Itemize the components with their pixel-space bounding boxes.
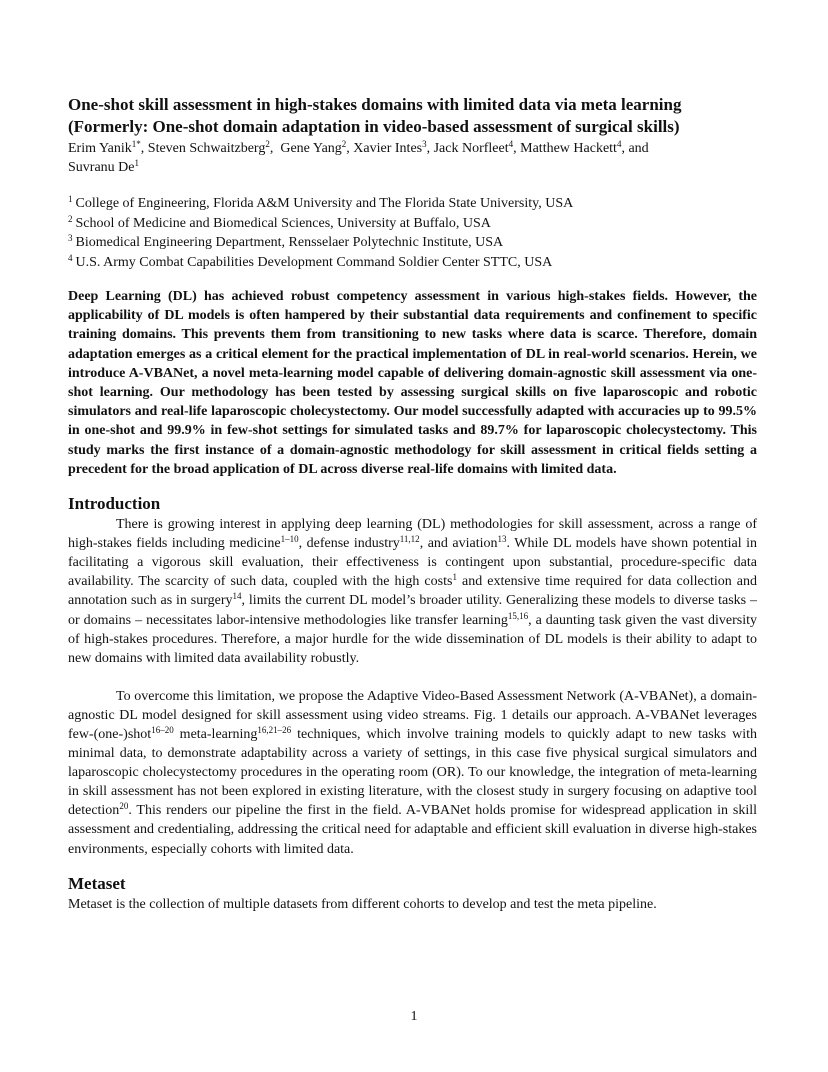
affiliation-number: 4 <box>68 252 73 263</box>
author-affil-mark: 4 <box>616 139 622 149</box>
introduction-heading: Introduction <box>68 494 161 514</box>
affiliation-text: U.S. Army Combat Capabilities Development Command Soldier Center STTC, USA <box>75 254 553 270</box>
paragraph-text: , and aviation <box>419 536 498 552</box>
affiliation-number: 3 <box>68 233 73 243</box>
author-name: Jack Norfleet <box>433 141 509 156</box>
citation-superscript: 16–20 <box>151 724 174 735</box>
affiliation-text: College of Engineering, Florida A&M University and The Florida State University, USA <box>75 196 574 211</box>
metaset-paragraph: Metaset is the collection of multiple datasets from different cohorts to develop and test the meta pipeline. <box>68 896 657 912</box>
author-name: Xavier Intes <box>353 141 423 156</box>
affiliation-list <box>68 194 757 272</box>
paragraph-text: . This renders our pipeline the first in the field. A-VBANet holds promise for widespread application in skill assessment and credentialing, addressing the critical need for adaptable and efficient skill evaluation in diverse high-stakes environments, especially cohorts with limited data. <box>68 803 757 857</box>
metaset-heading: Metaset <box>68 873 126 893</box>
paragraph-text: , limits the current DL model’s broader utility. Generalizing these models to diverse tasks – or domains – necessitates labor-intensive methodologies like transfer learning <box>68 593 758 628</box>
affiliation-number: 2 <box>68 213 73 224</box>
citation-superscript: 1–10 <box>280 534 299 545</box>
citation-superscript: 16,21–26 <box>257 724 292 735</box>
author-affil-mark: 3 <box>422 139 427 149</box>
author-name: Matthew Hackett <box>520 141 617 156</box>
page-number: 1 <box>410 1009 418 1024</box>
affiliation-text: School of Medicine and Biomedical Sciences, University at Buffalo, USA <box>75 215 491 231</box>
citation-superscript: 1 <box>452 572 457 583</box>
author-name: Gene Yang <box>280 141 342 156</box>
paragraph-text: and extensive time required for data collection and annotation such as in surgery <box>68 574 757 609</box>
author-name: Steven Schwaitzberg <box>147 141 266 156</box>
paragraph-text: techniques, which involve training models to quickly adapt to new tasks with minimal data, to demonstrate adaptability across a variety of settings, in this case five physical surgical simulators and laparoscopic cholecystectomy procedures in the operating room (OR). To our knowledge, the integration of meta-learning in skill assessment has not been explored in existing literature, with the closest study in surgery focusing on adaptive tool detection <box>68 726 757 819</box>
introduction-paragraph-2 <box>68 687 757 859</box>
author-affil-mark: 2 <box>341 139 347 149</box>
citation-superscript: 14 <box>232 591 242 602</box>
title-line-1: One-shot skill assessment in high-stakes domains with limited data via meta learning <box>68 95 682 114</box>
paragraph-text: , defense industry <box>298 536 400 552</box>
affiliation-number: 1 <box>68 194 73 204</box>
paragraph-text: To overcome this limitation, we propose the Adaptive Video-Based Assessment Network (A-VBANet), a domain-agnostic DL model designed for skill assessment using video streams. Fig. 1 details our approach. A-VBANet leverages few-(one-)shot <box>68 688 757 742</box>
citation-superscript: 11,12 <box>399 534 420 545</box>
author-affil-mark: 2 <box>265 139 270 149</box>
abstract: Deep Learning (DL) has achieved robust competency assessment in various high-stakes fields. However, the applicability of DL models is often hampered by their substantial data requirements and confinement to specific training domains. This prevents them from transitioning to new tasks where data is scarce. Therefore, domain adaptation emerges as a critical element for the practical implementation of DL in real-world scenarios. Herein, we introduce A-VBANet, a novel meta-learning model capable of delivering domain-agnostic skill assessment via one-shot learning. Our methodology has been tested by assessing surgical skills on five laparoscopic and robotic simulators and real-life laparoscopic cholecystectomy. Our model successfully adapted with accuracies up to 99.5% in one-shot and 99.9% in few-shot settings for simulated tasks and 89.7% for laparoscopic cholecystectomy. This study marks the first instance of a domain-agnostic methodology for skill assessment in critical fields setting a precedent for the broad application of DL across diverse real-life domains with limited data. <box>68 289 757 477</box>
paper-page <box>68 94 757 914</box>
paragraph-text: There is growing interest in applying deep learning (DL) methodologies for skill assessment, across a range of high-stakes fields including medicine <box>68 517 757 552</box>
paragraph-text: , a daunting task given the vast diversity of high-stakes procedures. Therefore, a major hurdle for the wide dissemination of DL models is their ability to adapt to new domains with limited data availability robustly. <box>68 612 757 666</box>
title-line-2: (Formerly: One-shot domain adaptation in video-based assessment of surgical skills) <box>68 117 680 136</box>
paragraph-text: . While DL models have shown potential in facilitating a vigorous skill evaluation, their effectiveness is contingent upon substantial, procedure-specific data availability. The scarcity of such data, coupled with the high costs <box>68 536 758 590</box>
author-list: Erim Yanik$^{1*}$, Steven Schwaitzberg$^2$, Gene Yang$^2$, Xavier Intes$^3$, Jack Norfleet$^4$, Matthew Hackett$^4$, and Suvranu De$^1$ <box>68 139 649 175</box>
paper-title <box>68 94 757 138</box>
affiliation-text: Biomedical Engineering Department, Rensselaer Polytechnic Institute, USA <box>75 235 504 250</box>
author-affil-mark: 1* <box>131 139 141 149</box>
paragraph-gap <box>68 668 757 687</box>
author-affil-mark: 1 <box>134 158 139 168</box>
citation-superscript: 20 <box>119 801 129 812</box>
affiliation <box>68 253 757 273</box>
paragraph-text: meta-learning <box>173 726 258 742</box>
author-name: Erim Yanik <box>68 141 132 156</box>
affiliation <box>68 194 757 214</box>
author-affil-mark: 4 <box>508 139 514 149</box>
introduction-paragraph-1 <box>68 515 757 668</box>
affiliation <box>68 214 757 234</box>
author-name: Suvranu De <box>68 160 135 175</box>
citation-superscript: 13 <box>497 534 507 545</box>
affiliation <box>68 233 757 253</box>
citation-superscript: 15,16 <box>507 610 529 621</box>
